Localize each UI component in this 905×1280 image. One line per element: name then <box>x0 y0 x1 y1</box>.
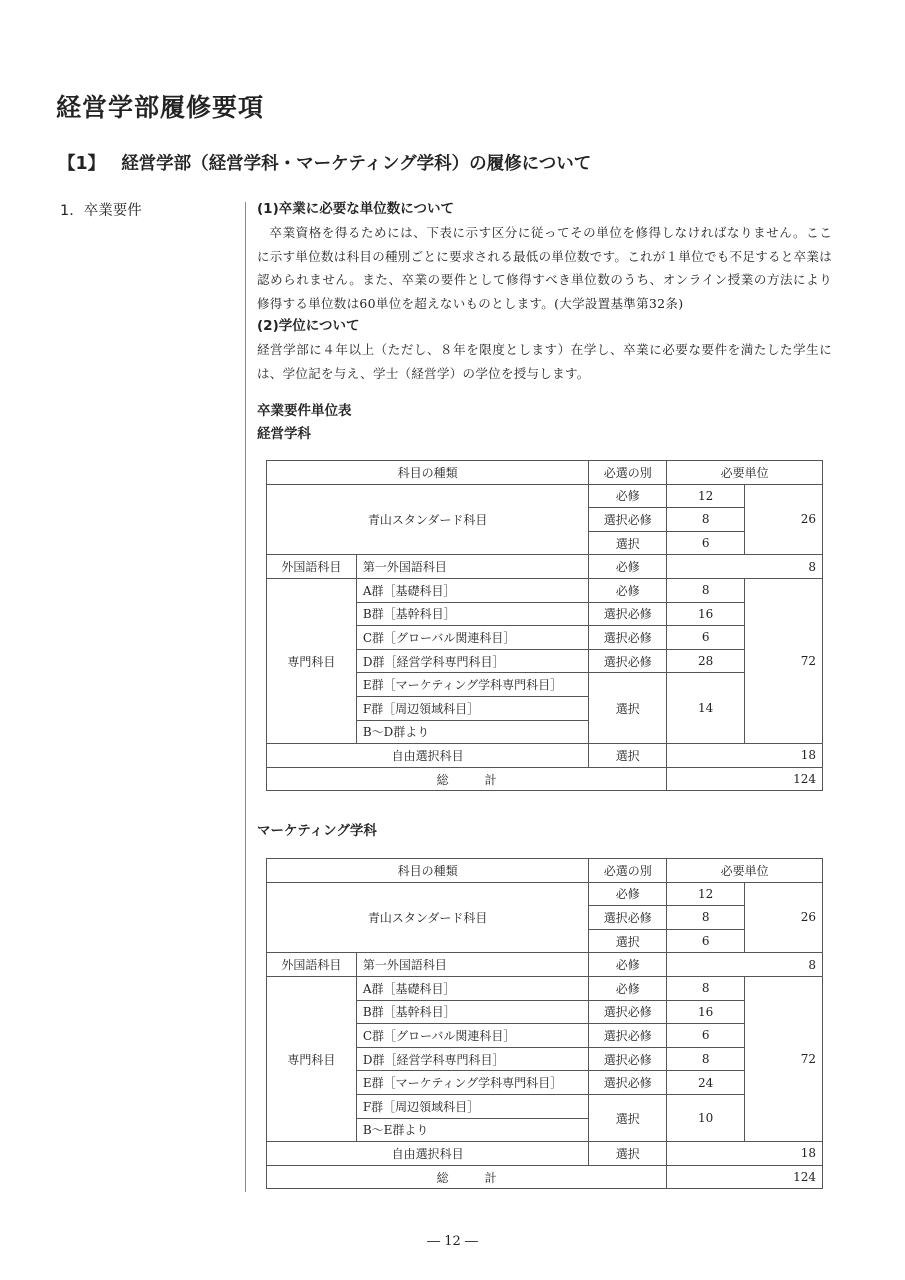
free-elective: 自由選択科目 <box>267 744 589 768</box>
type-cell: 選択 <box>589 1142 667 1166</box>
group-cell: C群［グローバル関連科目］ <box>356 626 589 650</box>
table-caption-block-2 <box>257 820 377 843</box>
group-cell: C群［グローバル関連科目］ <box>356 1024 589 1048</box>
dept-name-management: 経営学科 <box>257 426 311 442</box>
vertical-divider <box>245 202 246 1192</box>
page-title: 経営学部履修要項 <box>56 93 265 122</box>
type-cell: 選択必修 <box>589 626 667 650</box>
type-cell: 選択必修 <box>589 649 667 673</box>
units-cell: 12 <box>667 484 745 508</box>
type-cell: 必修 <box>589 578 667 602</box>
graduation-requirements-label: 1．卒業要件 <box>60 203 142 219</box>
units-cell: 6 <box>667 1024 745 1048</box>
degree-paragraph: 経営学部に４年以上（ただし、８年を限度とします）在学し、卒業に必要な要件を満たした学生には、学位記を与え、学士（経営学）の学位を授与します。 <box>257 342 832 381</box>
dept-name-marketing: マーケティング学科 <box>257 823 377 839</box>
table-row <box>267 1142 823 1166</box>
type-cell: 選択必修 <box>589 1000 667 1024</box>
table-row <box>267 578 823 602</box>
content-column <box>257 198 832 385</box>
header-units: 必要単位 <box>667 859 823 883</box>
units-cell: 16 <box>667 602 745 626</box>
units-cell: 6 <box>667 929 745 953</box>
table-header-row <box>267 859 823 883</box>
specialty-category: 専門科目 <box>267 976 357 1141</box>
standard-subjects: 青山スタンダード科目 <box>267 882 589 953</box>
header-kind: 科目の種類 <box>267 859 589 883</box>
header-units: 必要単位 <box>667 461 823 485</box>
group-cell: B群［基幹科目］ <box>356 1000 589 1024</box>
section-title: 経営学部（経営学科・マーケティング学科）の履修について <box>121 154 592 174</box>
type-cell: 選択必修 <box>589 1024 667 1048</box>
group-cell: B～D群より <box>356 720 589 744</box>
type-cell: 選択必修 <box>589 1047 667 1071</box>
type-cell: 選択 <box>589 929 667 953</box>
units-cell: 8 <box>667 976 745 1000</box>
degree-heading: (2)学位について <box>257 318 360 334</box>
group-cell: F群［周辺領域科目］ <box>356 696 589 720</box>
credits-paragraph: 卒業資格を得るためには、下表に示す区分に従ってその単位を修得しなければなりません。ここに示す単位数は科目の種別ごとに要求される最低の単位数です。これが１単位でも不足すると卒業は認められません。また、卒業の要件として修得すべき単位数のうち、オンライン授業の方法により修得する単位数は60単位を超えないものとします。(大学設置基準第32条) <box>257 225 833 311</box>
units-cell: 8 <box>667 578 745 602</box>
header-type: 必選の別 <box>589 859 667 883</box>
foreign-subject: 第一外国語科目 <box>356 953 589 977</box>
type-cell: 選択必修 <box>589 906 667 930</box>
units-cell: 24 <box>667 1071 745 1095</box>
type-cell: 必修 <box>589 976 667 1000</box>
grand-total-units: 124 <box>667 767 823 791</box>
specialty-category: 専門科目 <box>267 578 357 743</box>
type-cell: 選択 <box>589 1094 667 1141</box>
units-cell: 16 <box>667 1000 745 1024</box>
table-row <box>267 555 823 579</box>
table-caption: 卒業要件単位表 <box>257 403 352 419</box>
header-kind: 科目の種類 <box>267 461 589 485</box>
grand-total-units: 124 <box>667 1165 823 1189</box>
group-cell: D群［経営学科専門科目］ <box>356 649 589 673</box>
type-cell: 必修 <box>589 484 667 508</box>
units-cell: 14 <box>667 673 745 744</box>
grand-total-label: 総 計 <box>267 767 667 791</box>
requirements-table-management <box>266 460 823 791</box>
group-cell: F群［周辺領域科目］ <box>356 1094 589 1118</box>
foreign-category: 外国語科目 <box>267 555 357 579</box>
table-row <box>267 882 823 906</box>
foreign-units: 8 <box>667 953 823 977</box>
type-cell: 必修 <box>589 882 667 906</box>
credits-heading: (1)卒業に必要な単位数について <box>257 201 454 217</box>
header-type: 必選の別 <box>589 461 667 485</box>
page-number: ― 12 ― <box>427 1234 478 1249</box>
table-header-row <box>267 461 823 485</box>
free-units: 18 <box>667 744 823 768</box>
group-cell: D群［経営学科専門科目］ <box>356 1047 589 1071</box>
standard-total: 26 <box>745 882 823 953</box>
units-cell: 6 <box>667 531 745 555</box>
section-number: 【1】 <box>58 154 106 174</box>
type-cell: 選択必修 <box>589 1071 667 1095</box>
units-cell: 10 <box>667 1094 745 1141</box>
units-cell: 8 <box>667 508 745 532</box>
grand-total-label: 総 計 <box>267 1165 667 1189</box>
table-row <box>267 953 823 977</box>
specialty-total: 72 <box>745 578 823 743</box>
specialty-total: 72 <box>745 976 823 1141</box>
units-cell: 8 <box>667 906 745 930</box>
section-heading <box>58 150 591 175</box>
group-cell: A群［基礎科目］ <box>356 976 589 1000</box>
type-cell: 選択 <box>589 744 667 768</box>
table-row <box>267 744 823 768</box>
group-cell: B群［基幹科目］ <box>356 602 589 626</box>
units-cell: 12 <box>667 882 745 906</box>
units-cell: 6 <box>667 626 745 650</box>
units-cell: 8 <box>667 1047 745 1071</box>
group-cell: A群［基礎科目］ <box>356 578 589 602</box>
foreign-category: 外国語科目 <box>267 953 357 977</box>
requirements-table-marketing <box>266 858 823 1189</box>
type-cell: 選択 <box>589 673 667 744</box>
foreign-subject: 第一外国語科目 <box>356 555 589 579</box>
units-cell: 28 <box>667 649 745 673</box>
standard-subjects: 青山スタンダード科目 <box>267 484 589 555</box>
group-cell: E群［マーケティング学科専門科目］ <box>356 673 589 697</box>
group-cell: B～E群より <box>356 1118 589 1142</box>
table-row <box>267 767 823 791</box>
table-row <box>267 1165 823 1189</box>
type-cell: 選択必修 <box>589 602 667 626</box>
free-elective: 自由選択科目 <box>267 1142 589 1166</box>
foreign-units: 8 <box>667 555 823 579</box>
type-cell: 必修 <box>589 555 667 579</box>
table-caption-block-1 <box>257 400 352 446</box>
type-cell: 選択必修 <box>589 508 667 532</box>
group-cell: E群［マーケティング学科専門科目］ <box>356 1071 589 1095</box>
free-units: 18 <box>667 1142 823 1166</box>
standard-total: 26 <box>745 484 823 555</box>
type-cell: 選択 <box>589 531 667 555</box>
table-row <box>267 976 823 1000</box>
type-cell: 必修 <box>589 953 667 977</box>
table-row <box>267 484 823 508</box>
